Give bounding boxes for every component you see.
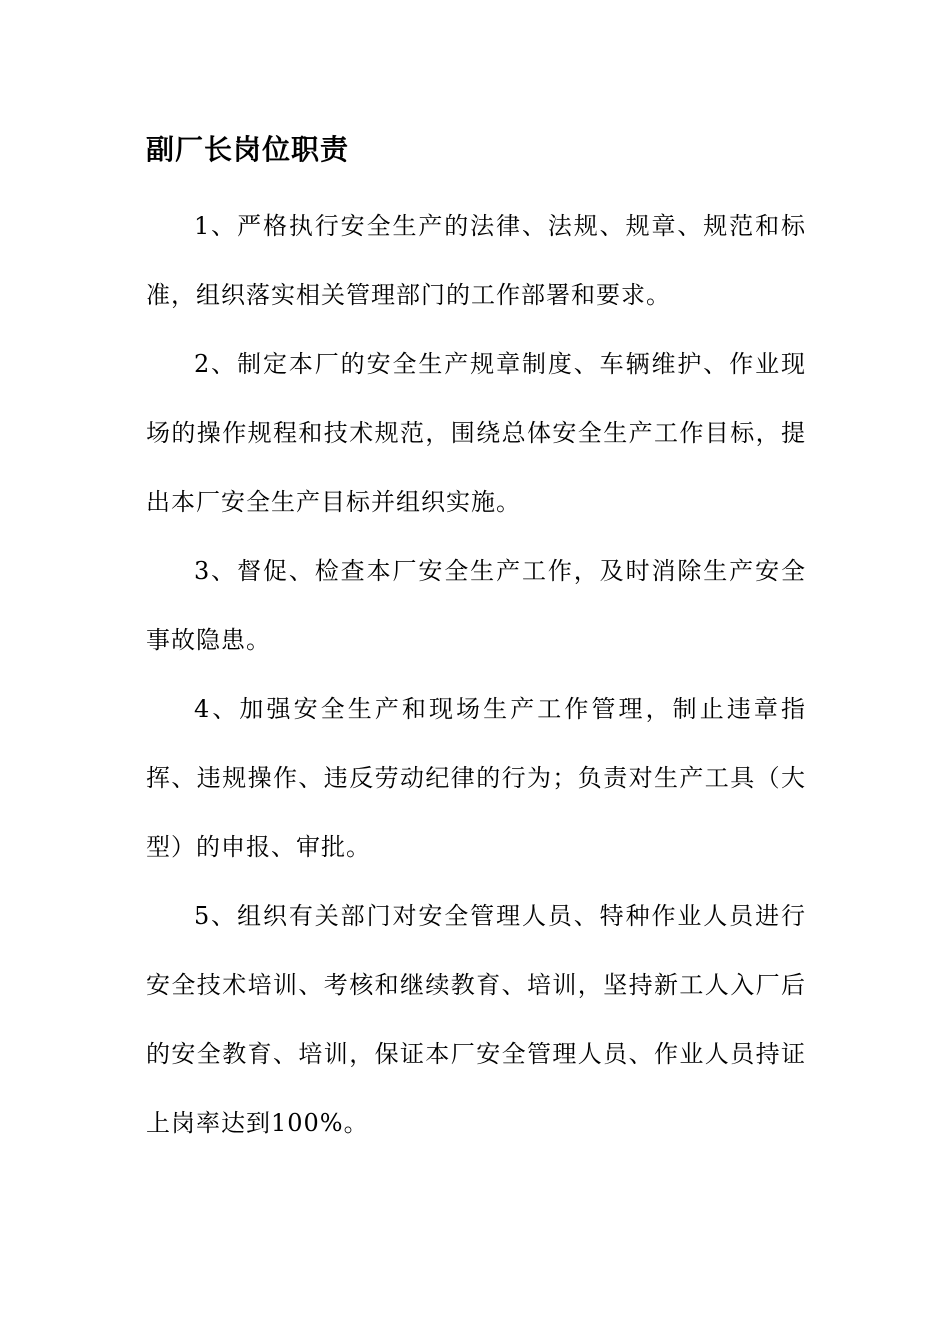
duty-paragraph-1: 1、严格执行安全生产的法律、法规、规章、规范和标准，组织落实相关管理部门的工作部署和要求。 bbox=[146, 212, 806, 309]
duty-paragraph-2: 2、制定本厂的安全生产规章制度、车辆维护、作业现场的操作规程和技术规范，围绕总体安全生产工作目标，提出本厂安全生产目标并组织实施。 bbox=[146, 350, 806, 516]
duty-paragraph-4: 4、加强安全生产和现场生产工作管理，制止违章指挥、违规操作、违反劳动纪律的行为；负责对生产工具（大型）的申报、审批。 bbox=[146, 695, 806, 861]
document-body bbox=[146, 128, 806, 1158]
duty-paragraph-5: 5、组织有关部门对安全管理人员、特种作业人员进行安全技术培训、考核和继续教育、培训，坚持新工人入厂后的安全教育、培训，保证本厂安全管理人员、作业人员持证上岗率达到100%。 bbox=[146, 902, 806, 1137]
duty-paragraph-3: 3、督促、检查本厂安全生产工作，及时消除生产安全事故隐患。 bbox=[146, 557, 806, 654]
document-title: 副厂长岗位职责 bbox=[146, 133, 350, 166]
